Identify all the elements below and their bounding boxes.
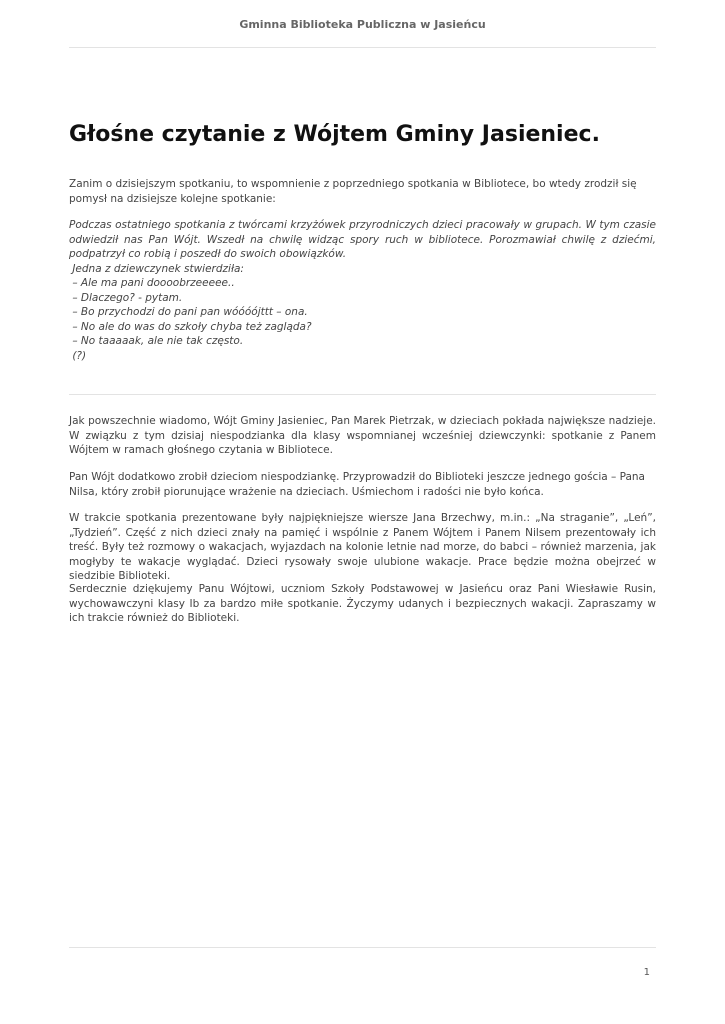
quote-line: (?) bbox=[69, 349, 87, 362]
quote-line: – Ale ma pani doooobrzeeeee.. bbox=[69, 277, 235, 289]
quote-paragraph: Podczas ostatniego spotkania z twórcami krzyżówek przyrodniczych dzieci pracowały w grupach. W tym czasie odwiedził nas Pan Wójt. Wszedł na chwilę widząc spory ruch w bibliotece. Porozmawiał chwilę z dziećmi, podpatrzył co robią i poszedł do swoich obowiązków. bbox=[69, 219, 656, 260]
article-title: Głośne czytanie z Wójtem Gminy Jasieniec. bbox=[69, 122, 600, 147]
body-paragraph-4: Serdecznie dziękujemy Panu Wójtowi, uczniom Szkoły Podstawowej w Jasieńcu oraz Pani Wiesławie Rusin, wychowawczyni klasy Ib za bardzo miłe spotkanie. Życzymy udanych i bezpiecznych wakacji. Zapraszamy w ich trakcie również do Biblioteki. bbox=[69, 583, 656, 624]
header-divider bbox=[69, 47, 656, 48]
intro-paragraph: Zanim o dzisiejszym spotkaniu, to wspomnienie z poprzedniego spotkania w Bibliotece, bo wtedy zrodził się pomysł na dzisiejsze kolejne spotkanie: bbox=[69, 178, 637, 205]
page-number: 1 bbox=[643, 967, 650, 978]
quoted-recollection bbox=[69, 218, 656, 363]
quote-line: – Dlaczego? - pytam. bbox=[69, 291, 183, 304]
quote-line: Jedna z dziewczynek stwierdziła: bbox=[69, 262, 244, 275]
body-paragraph-1: Jak powszechnie wiadomo, Wójt Gminy Jasieniec, Pan Marek Pietrzak, w dzieciach pokłada największe nadzieje. W związku z tym dzisiaj niespodzianka dla klasy wspomnianej wcześniej dziewczynki: spotkanie z Panem Wójtem w ramach głośnego czytania w Bibliotece. bbox=[69, 415, 656, 456]
quote-line: – Bo przychodzi do pani pan wóóóójttt – ona. bbox=[69, 306, 308, 318]
footer-divider bbox=[69, 947, 656, 948]
header-title: Gminna Biblioteka Publiczna w Jasieńcu bbox=[239, 18, 486, 31]
section-divider bbox=[69, 394, 656, 395]
body-paragraph-3: W trakcie spotkania prezentowane były najpiękniejsze wiersze Jana Brzechwy, m.in.: „Na straganie”, „Leń”, „Tydzień”. Część z nich dzieci znały na pamięć i wspólnie z Panem Wójtem i Panem Nilsem prezentowały ich treść. Były też rozmowy o wakacjach, wyjazdach na kolonie letnie nad morze, do babci – również marzenia, jak mogłyby te wakacje wyglądać. Dzieci rysowały swoje ulubione wakacje. Prace będzie można obejrzeć w siedzibie Biblioteki. bbox=[69, 512, 656, 582]
quote-line: – No taaaaak, ale nie tak często. bbox=[69, 335, 244, 347]
body-paragraph-2: Pan Wójt dodatkowo zrobił dzieciom niespodziankę. Przyprowadził do Biblioteki jeszcze jednego gościa – Pana Nilsa, który zrobił piorunujące wrażenie na dzieciach. Uśmiechom i radości nie było końca. bbox=[69, 471, 645, 498]
quote-line: – No ale do was do szkoły chyba też zagląda? bbox=[69, 320, 312, 333]
